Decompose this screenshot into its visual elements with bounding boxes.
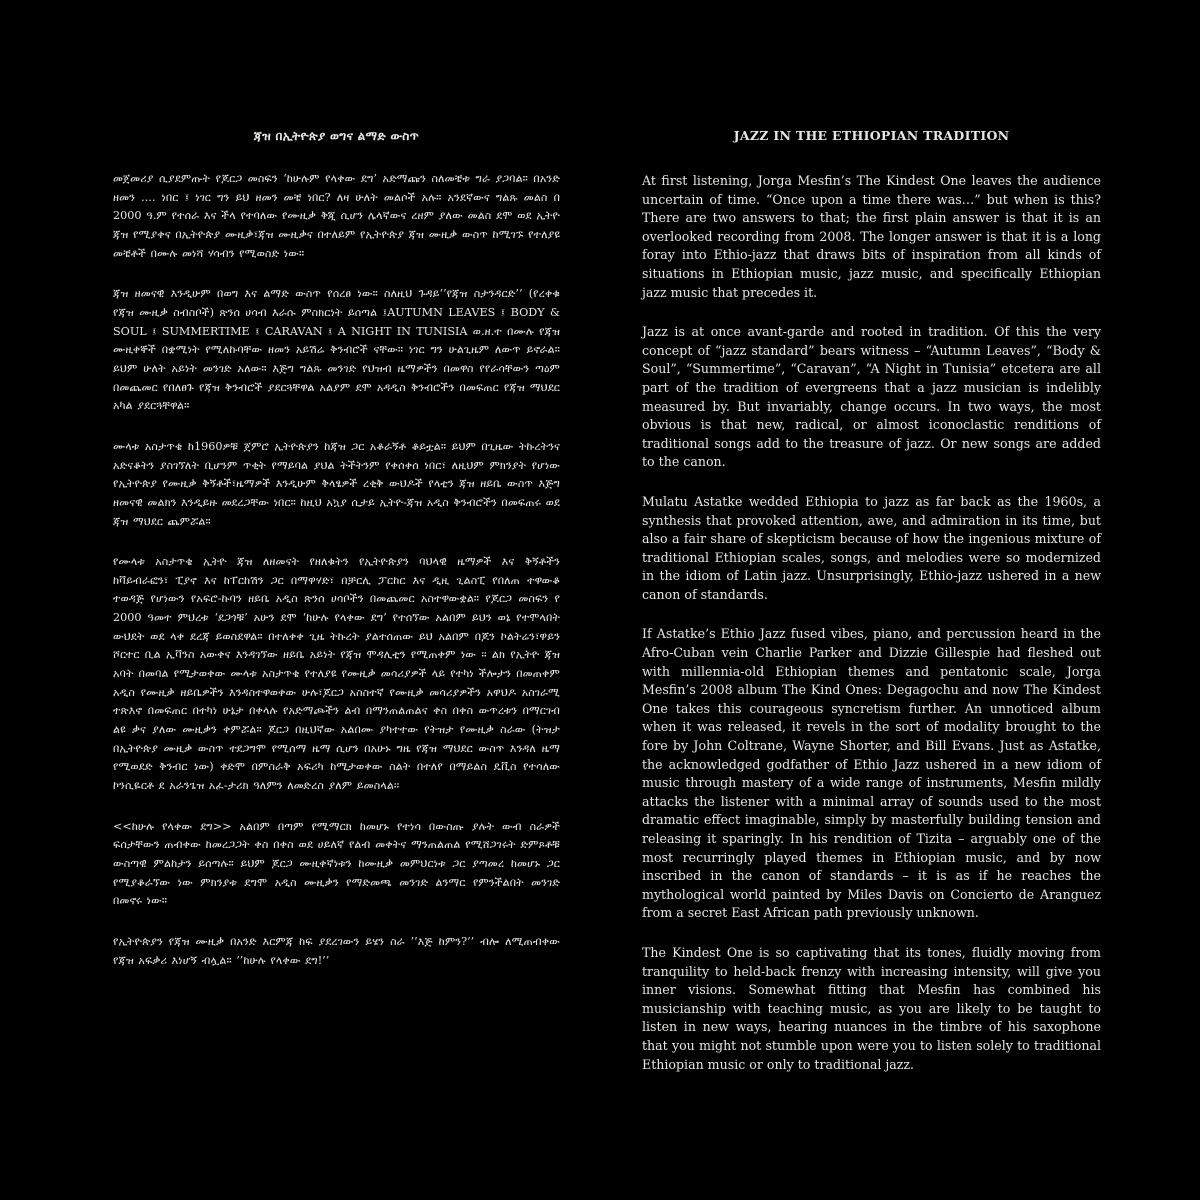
english-paragraph-4: If Astatke’s Ethio Jazz fused vibes, piano, and percussion heard in the Afro-Cuban vein Charlie Parker and Dizzie Gillespie had fleshed out with millennia-old Ethiopian themes and pentatonic scale, Jorga Mesfin’s 2008 album The Kind Ones: Degagochu and now The Kindest One takes this courageous syncretism further. An unnoticed album when it was released, it revels in the sort of modality brought to the fore by John Coltrane, Wayne Shorter, and Bill Evans. Just as Astatke, the acknowledged godfather of Ethio Jazz ushered in a new idiom of music through mastery of a wide range of instruments, Mesfin mildly attacks the listener with a minimal array of sounds used to the most dramatic effect imaginable, simply by masterfully building tension and releasing it sparingly. In his rendition of Tizita – arguably one of the most recurringly played themes in Ethiopian music, and by now inscribed in the canon of standards – it is as if he reaches the mythological world painted by Miles Davis on Concierto de Aranguez from a secret East African path previously unknown. xyxy=(642,626,1101,921)
amharic-title: ጃዝ በኢትዮጵያ ወግና ልማድ ውስጥ xyxy=(253,129,420,143)
amharic-paragraph-1: መጀመሪያ ሲያደምጡት የጆርጋ መስፍን ‘ከሁሉም የላቀው ደግ’ አድማጩን ስለመቼቱ ግራ ያጋባል። በአንድ ዘመን .... ነበር ፤ ነገር ግን ይህ ዘመን መቼ ነበር? ለዛ ሁለት መልሶች አሉ። አንደኛውና ግልጹ መልስ በ 2000 ዓ.ም የተሰራ እና ችላ የተባለው የሙዚቃ ቅጂ ሲሆን ሌላኛውና ረዘም ያለው መልስ ደሞ ወደ ኢትዮ ጃዝ የሚያቀና በኢትዮጵያ ሙዚቃ፣ጃዝ ሙዚቃና በተለይም የኢትዮጵያ ጃዝ ሙዚቃ ውስጥ ከሚገኙ የተለያዩ መቼቶች በሙሉ መነሻ ሃሳብን የሚወስድ ነው። xyxy=(113,172,560,260)
amharic-paragraph-5: <<ከሁሉ የላቀው ደግ>> አልበም በጣም የሚማርክ ከመሆኑ የተነሳ በውስጡ ያሉት ውብ ስራዎች ፍሰታቸውን ጠብቀው ከመረጋጋት ቀስ በቀስ ወደ ሀይለኛ የልብ መቀትና ማንጠልጠል የሚሸጋገሩት ድምጾቶቹ ውስጣዊ ምልከታን ይሰጣሉ። ይህም ጆርጋ ሙዚቀኛነቱን ከሙዚቃ መምህርነቱ ጋር ያጣመረ ከመሆኑ ጋር የሚያቆራኘው ነው ምክንያቱ ደግሞ አዲስ ሙዚቃን የማድመጫ መንገድ ልንማር የምንችልበት መንገድ በመኖሩ ነው። xyxy=(113,819,560,908)
english-title: JAZZ IN THE ETHIOPIAN TRADITION xyxy=(733,128,1010,143)
amharic-paragraph-4: የሙላቱ አስታጥቄ ኢትዮ ጃዝ ለዘመናት የዘለቁትን የኢትዮጵያን ባህላዊ ዜማዎች እና ቅኝቶችን ከቫይብራፎን፣ ፒያኖ እና ከፐርከሽን ጋር በማዋሃድ፣ በቻርሊ ፓርከር እና ዲዚ ጊልስፒ የበለጠ ተዋውቆ ተወዳጅ የሆነውን የአፍሮ-ኩባን ዘይቤ አዲስ ጽንሰ ሀሳቦችን በመጨመር አስተዋውቋል። የጆርጋ መስፍን የ 2000 ዓመተ ምህረቱ ‘ደጋጎቹ’ አሁን ደሞ ‘ከሁሉ የላቀው ደግ’ የተሰኘው አልበም ይህን ወኔ የተሞላበት ውህደት ወደ ላቀ ደረጃ ይወስደዋል። በተለቀቀ ጊዜ ትኩረት ያልተሰጠው ይህ አልበም በጆን ኮልትሬን፣ዋይን ሾርተር ቢል ኢቫንስ አውቀና እንዳገኘው ዘይቤ አይነት የጃዝ ሞዳሊቲን የሚጠቀም ነው ፡፡ ልክ የኢትዮ ጃዝ አባት በመባል የሚታወቀው ሙላቱ አስታጥቄ የተለያዩ የሙዚቃ መሳሪያዎች ላይ የተካነ ችሎታን በመጠቀም አዲስ የሙዚቃ ዘይቤዎችን እንዳስተዋወቀው ሁሉ፣ጆርጋ አስስተኛ የሙዚቃ መሳሪያዎችን አዋህዶ አስገራሚ ተጽእኖ በመፍጠር በተካነ ሁኔታ በቀላሉ የአድማጮችን ልብ በማንጠልጠልና ቀስ በቀስ ውጥረቱን በማርገብ ልዩ ቃና ያለው ሙዚቃን ቀምሯል። ጆርጋ በዚህኛው አልበሙ ያካተተው የትዝታ የሙዚቃ ስራው (ትዝታ በኢትዮጵያ ሙዚቃ ውስጥ ተደጋግሞ የሚሰማ ዜማ ሲሆን በአሁኑ ግዜ የጃዝ ማህደር ውስጥ እንዳለ ዜማ የሚወደድ ቅንብር ነው) ቀድሞ በምስራቅ አፍሪካ ከሚታወቀው ስልት በተለየ በማይልስ ዴቪስ የተሳለው ኮንሲዬርቶ ደ አራንጌዝ አፈ-ታሪክ ዓለምን ለመድረስ ያለም ይመስላል፡፡ xyxy=(113,555,560,793)
amharic-paragraph-6: የኢትዮጵያን የጃዝ ሙዚቃ በአንድ እርምጃ ከፍ ያደረገውን ይሄን ስራ ’’እጅ ከምን?’’ ብሎ ለሚጠብቀው የጃዝ አፍቃሪ እነሆኝ ብሏል። ’’ከሁሉ የላቀው ደግ!’’ xyxy=(113,934,560,967)
amharic-column xyxy=(113,128,560,992)
amharic-paragraph-2: ጃዝ ዘመናዊ እንዲሁም በወግ እና ልማድ ውስጥ የሰረፀ ነው። ስለዚህ ጉዳይ‘’የጃዝ ስታንዳርድ’’ (የረቀቁ የጃዝ ሙዚቃ ስብስቦች) ጽንሰ ሀሳብ እራሱ ምስክርነት ይሰጣል ፤AUTUMN LEAVES ፤ BODY & SOUL ፤ SUMMERTIME ፤ CARAVAN ፤ A NIGHT IN TUNISIA ወ.ዘ.ተ በሙሉ የጃዝ ሙዚቀኞች በቋሚነት የሚለኩባቸው ዘመን አይሽሬ ቅንብሮች ናቸው። ነገር ግን ሁልጊዜም ለውጥ ይኖራል። ይህም ሁለት አይነት መንገድ አለው። እጅግ ግልጹ መንገድ የህዝብ ዜማዎችን በመዋስ የየራሳቸውን ጣዕም በመጨመር የበለፀጉ የጃዝ ቅንብሮች ያደርጓቸዋል አልያም ደሞ አዳዲስ ቅንብሮችን በመፍጠር የጃዝ ማህደር አካል ያደርጓቸዋል። xyxy=(113,287,560,413)
english-paragraph-2: Jazz is at once avant-garde and rooted in tradition. Of this the very concept of “jazz standard” bears witness – “Autumn Leaves”, “Body & Soul”, “Summertime”, “Caravan”, “A Night in Tunisia” etcetera are all part of the tradition of evergreens that a jazz musician is indelibly measured by. But invariably, change occurs. In two ways, the most obvious is that new, radical, or almost iconoclastic renditions of traditional songs add to the treasure of jazz. Or new songs are added to the canon. xyxy=(642,324,1101,470)
english-paragraph-1: At first listening, Jorga Mesfin’s The Kindest One leaves the audience uncertain of time. “Once upon a time there was…” but when is this? There are two answers to that; the first plain answer is that it is an overlooked recording from 2008. The longer answer is that it is a long foray into Ethio-jazz that draws bits of inspiration from all kinds of situations in Ethiopian music, jazz music, and specifically Ethiopian jazz music that precedes it. xyxy=(642,173,1101,300)
english-column xyxy=(642,128,1101,1095)
english-paragraph-3: Mulatu Astatke wedded Ethiopia to jazz as far back as the 1960s, a synthesis that provoked attention, awe, and admiration in its time, but also a fair share of skepticism because of how the ingenious mixture of traditional Ethiopian scales, songs, and melodies were so modernized in the idiom of Latin jazz. Unsurprisingly, Ethio-jazz ushered in a new canon of standards. xyxy=(642,493,1101,602)
amharic-paragraph-3: ሙላቱ አስታጥቄ ከ1960ዎቹ ጀምሮ ኢትዮጵያን ከጃዝ ጋር አቆራኝቶ ቆይቷል። ይህም በጊዜው ትኩረትንና አድናቆትን ያስገኘለት ቢሆንም ጥቂት የማይባል ያህል ትችትንም የቀሰቀሰ ነበር፣ ለዚህም ምክንያት የሆነው የኢትዮጵያ የሙዚቃ ቅኝቶች፣ዜማዎች እንዲሁም ቅላፄዎች ረቂቅ ውህዶች የላቲን ጃዝ ዘይቤ ውስጥ እጅግ ዘመናዊ መልክን እንዲይዙ መደረጋቸው ነበር። ከዚህ አኳያ ሲታይ ኢትዮ-ጃዝ አዲስ ቅንብሮችን በመፍጠሩ ወደ ጃዝ ማህደር ጨምሯል። xyxy=(113,439,560,528)
english-paragraph-5: The Kindest One is so captivating that its tones, fluidly moving from tranquility to held-back frenzy with increasing intensity, will give you inner visions. Somewhat fitting that Mesfin has combined his musicianship with teaching music, as you are likely to be taught to listen in new ways, hearing nuances in the timbre of his saxophone that you might not stumble upon were you to listen solely to traditional Ethiopian music or only to traditional jazz. xyxy=(642,944,1101,1072)
